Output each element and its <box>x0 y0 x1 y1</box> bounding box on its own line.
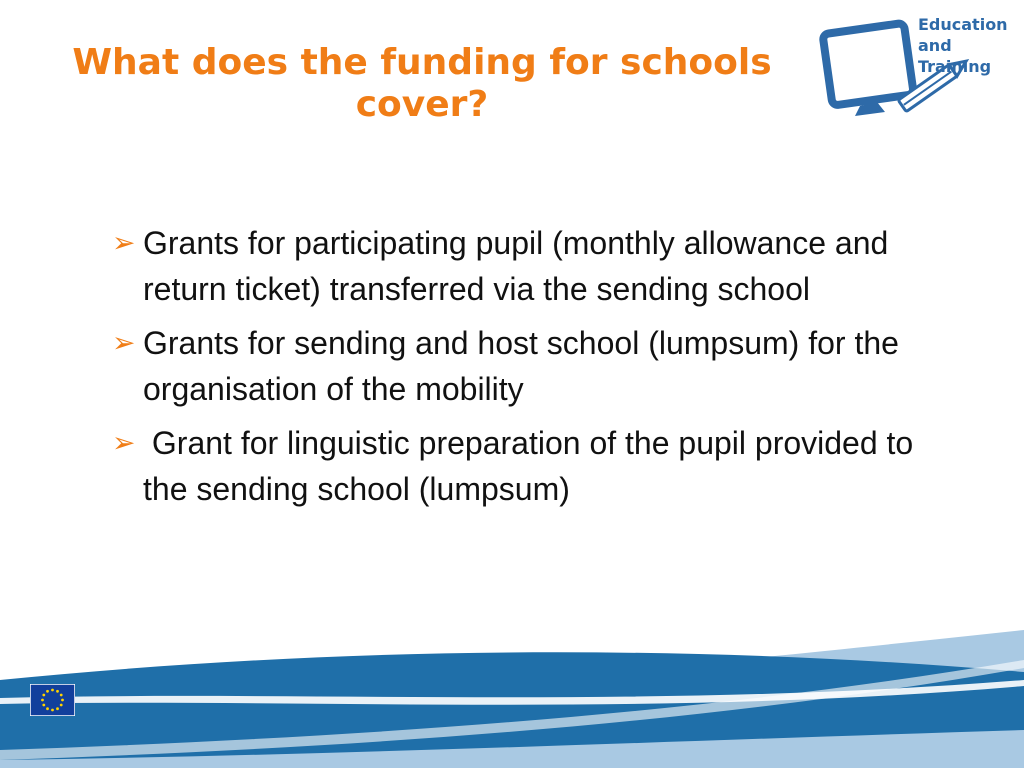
arrow-bullet-icon: ➢ <box>112 427 136 458</box>
bullet-item <box>112 220 952 312</box>
bullet-text: Grants for participating pupil (monthly allowance and return ticket) transferred via the sending school <box>143 225 889 307</box>
bullet-text: Grants for sending and host school (lumpsum) for the organisation of the mobility <box>143 325 899 407</box>
logo-text <box>918 14 1008 77</box>
bullet-item <box>112 420 952 512</box>
footer-wave <box>0 610 1024 768</box>
eu-flag-icon <box>30 684 75 716</box>
logo-text-line-2: and <box>918 36 952 55</box>
bullet-list <box>112 220 952 520</box>
logo-text-line-3: Training <box>918 57 992 76</box>
bullet-text: Grant for linguistic preparation of the pupil provided to the sending school (lumpsum) <box>143 425 923 507</box>
slide-title-line-2: cover? <box>355 84 489 125</box>
slide-title <box>0 42 844 126</box>
arrow-bullet-icon: ➢ <box>112 227 136 258</box>
bullet-item <box>112 320 952 412</box>
logo-text-line-1: Education <box>918 15 1008 34</box>
slide-title-line-1: What does the funding for schools <box>72 42 772 83</box>
arrow-bullet-icon: ➢ <box>112 327 136 358</box>
